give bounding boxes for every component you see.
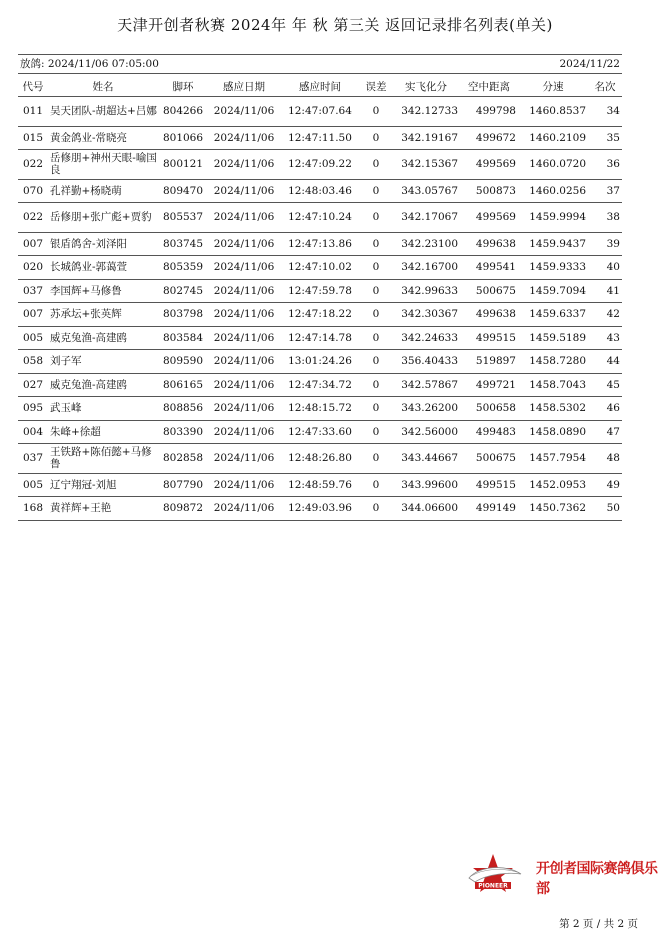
cell-time: 12:47:07.64: [280, 97, 360, 127]
cell-time: 12:49:03.96: [280, 497, 360, 521]
col-header-ring: 脚环: [158, 76, 208, 97]
cell-name: 岳修朋+张广彪+贾豹: [48, 203, 158, 233]
cell-flight: 342.23100: [392, 232, 460, 256]
table-row: [18, 303, 622, 327]
cell-code: 005: [18, 326, 48, 350]
cell-ring: 805359: [158, 256, 208, 280]
cell-code: 168: [18, 497, 48, 521]
cell-dist: 499569: [460, 203, 518, 233]
cell-code: 027: [18, 373, 48, 397]
cell-name: 王铁路+陈佰懿+马修鲁: [48, 444, 158, 474]
table-row: [18, 497, 622, 521]
cell-rank: 43: [588, 326, 622, 350]
cell-code: 015: [18, 126, 48, 150]
cell-date: 2024/11/06: [208, 279, 280, 303]
cell-name: 威克兔渔-高建鸥: [48, 373, 158, 397]
cell-name: 孔祥勤+杨晓萌: [48, 179, 158, 203]
cell-rank: 47: [588, 420, 622, 444]
cell-rank: 50: [588, 497, 622, 521]
cell-time: 12:47:11.50: [280, 126, 360, 150]
table-row: [18, 97, 622, 127]
cell-time: 12:47:34.72: [280, 373, 360, 397]
cell-ring: 801066: [158, 126, 208, 150]
cell-date: 2024/11/06: [208, 150, 280, 180]
cell-flight: 356.40433: [392, 350, 460, 374]
cell-dist: 499569: [460, 150, 518, 180]
cell-time: 12:47:10.24: [280, 203, 360, 233]
cell-dist: 499672: [460, 126, 518, 150]
cell-ring: 805537: [158, 203, 208, 233]
cell-speed: 1457.7954: [518, 444, 588, 474]
cell-err: 0: [360, 397, 392, 421]
cell-time: 12:47:33.60: [280, 420, 360, 444]
cell-name: 苏承坛+张英辉: [48, 303, 158, 327]
cell-speed: 1450.7362: [518, 497, 588, 521]
cell-rank: 41: [588, 279, 622, 303]
cell-flight: 342.16700: [392, 256, 460, 280]
cell-ring: 807790: [158, 473, 208, 497]
cell-flight: 343.99600: [392, 473, 460, 497]
cell-ring: 809470: [158, 179, 208, 203]
cell-ring: 803584: [158, 326, 208, 350]
cell-flight: 343.44667: [392, 444, 460, 474]
cell-dist: 499638: [460, 303, 518, 327]
cell-flight: 342.24633: [392, 326, 460, 350]
cell-dist: 499483: [460, 420, 518, 444]
cell-rank: 44: [588, 350, 622, 374]
cell-time: 12:47:59.78: [280, 279, 360, 303]
cell-flight: 342.12733: [392, 97, 460, 127]
cell-code: 058: [18, 350, 48, 374]
cell-speed: 1458.7043: [518, 373, 588, 397]
cell-speed: 1459.7094: [518, 279, 588, 303]
cell-date: 2024/11/06: [208, 97, 280, 127]
cell-dist: 499515: [460, 473, 518, 497]
cell-speed: 1460.0720: [518, 150, 588, 180]
cell-dist: 499541: [460, 256, 518, 280]
cell-err: 0: [360, 256, 392, 280]
cell-time: 12:47:13.86: [280, 232, 360, 256]
cell-date: 2024/11/06: [208, 326, 280, 350]
cell-ring: 803390: [158, 420, 208, 444]
cell-err: 0: [360, 97, 392, 127]
cell-name: 李国辉+马修鲁: [48, 279, 158, 303]
cell-time: 12:47:14.78: [280, 326, 360, 350]
table-header-row: [18, 76, 622, 97]
table-row: [18, 397, 622, 421]
cell-err: 0: [360, 203, 392, 233]
cell-rank: 40: [588, 256, 622, 280]
table-row: [18, 256, 622, 280]
table-row: [18, 420, 622, 444]
cell-dist: 500675: [460, 279, 518, 303]
cell-rank: 37: [588, 179, 622, 203]
cell-name: 辽宁翔冠-刘旭: [48, 473, 158, 497]
cell-date: 2024/11/06: [208, 232, 280, 256]
cell-time: 12:47:09.22: [280, 150, 360, 180]
cell-flight: 342.99633: [392, 279, 460, 303]
table-row: [18, 150, 622, 180]
table-row: [18, 373, 622, 397]
cell-dist: 499149: [460, 497, 518, 521]
cell-err: 0: [360, 373, 392, 397]
cell-code: 095: [18, 397, 48, 421]
cell-ring: 806165: [158, 373, 208, 397]
cell-err: 0: [360, 350, 392, 374]
cell-ring: 803745: [158, 232, 208, 256]
cell-speed: 1460.0256: [518, 179, 588, 203]
cell-ring: 802745: [158, 279, 208, 303]
cell-flight: 343.05767: [392, 179, 460, 203]
cell-speed: 1460.2109: [518, 126, 588, 150]
cell-rank: 36: [588, 150, 622, 180]
cell-code: 070: [18, 179, 48, 203]
cell-date: 2024/11/06: [208, 303, 280, 327]
cell-code: 022: [18, 150, 48, 180]
cell-name: 岳修朋+神州天眼-喻国良: [48, 150, 158, 180]
cell-dist: 500873: [460, 179, 518, 203]
cell-flight: 342.17067: [392, 203, 460, 233]
cell-dist: 499515: [460, 326, 518, 350]
col-header-date: 感应日期: [208, 76, 280, 97]
cell-name: 黄祥辉+王艳: [48, 497, 158, 521]
cell-code: 004: [18, 420, 48, 444]
cell-dist: 500658: [460, 397, 518, 421]
cell-ring: 803798: [158, 303, 208, 327]
cell-code: 011: [18, 97, 48, 127]
col-header-distance: 空中距离: [460, 76, 518, 97]
cell-speed: 1459.9333: [518, 256, 588, 280]
print-date: 2024/11/22: [559, 58, 620, 70]
cell-date: 2024/11/06: [208, 473, 280, 497]
cell-time: 12:48:26.80: [280, 444, 360, 474]
cell-ring: 809590: [158, 350, 208, 374]
release-info: [20, 55, 159, 73]
cell-name: 威克兔渔-高建鸥: [48, 326, 158, 350]
table-row: [18, 444, 622, 474]
cell-code: 007: [18, 232, 48, 256]
cell-date: 2024/11/06: [208, 373, 280, 397]
cell-flight: 342.15367: [392, 150, 460, 180]
cell-err: 0: [360, 473, 392, 497]
cell-rank: 49: [588, 473, 622, 497]
col-header-code: 代号: [18, 76, 48, 97]
cell-time: 13:01:24.26: [280, 350, 360, 374]
page-title: 天津开创者秋赛 2024年 年 秋 第三关 返回记录排名列表(单关): [117, 16, 553, 34]
cell-ring: 802858: [158, 444, 208, 474]
cell-err: 0: [360, 126, 392, 150]
cell-time: 12:47:10.02: [280, 256, 360, 280]
cell-err: 0: [360, 444, 392, 474]
results-table: [18, 76, 622, 521]
cell-rank: 45: [588, 373, 622, 397]
cell-dist: 499638: [460, 232, 518, 256]
cell-name: 黄金鸽业-常晓亮: [48, 126, 158, 150]
cell-speed: 1459.9437: [518, 232, 588, 256]
cell-date: 2024/11/06: [208, 256, 280, 280]
cell-date: 2024/11/06: [208, 179, 280, 203]
table-row: [18, 232, 622, 256]
cell-code: 005: [18, 473, 48, 497]
cell-speed: 1459.5189: [518, 326, 588, 350]
col-header-time: 感应时间: [280, 76, 360, 97]
cell-date: 2024/11/06: [208, 420, 280, 444]
cell-speed: 1459.6337: [518, 303, 588, 327]
cell-err: 0: [360, 420, 392, 444]
cell-ring: 808856: [158, 397, 208, 421]
cell-code: 037: [18, 279, 48, 303]
cell-time: 12:48:15.72: [280, 397, 360, 421]
cell-flight: 342.30367: [392, 303, 460, 327]
cell-speed: 1460.8537: [518, 97, 588, 127]
cell-rank: 42: [588, 303, 622, 327]
logo-text: 开创者国际赛鸽俱乐部: [536, 861, 658, 897]
cell-rank: 34: [588, 97, 622, 127]
cell-name: 武玉峰: [48, 397, 158, 421]
cell-ring: 800121: [158, 150, 208, 180]
cell-name: 吴天团队-胡超达+吕娜: [48, 97, 158, 127]
table-row: [18, 279, 622, 303]
col-header-rank: 名次: [588, 76, 622, 97]
cell-time: 12:48:59.76: [280, 473, 360, 497]
cell-dist: 500675: [460, 444, 518, 474]
cell-speed: 1459.9994: [518, 203, 588, 233]
cell-rank: 39: [588, 232, 622, 256]
col-header-error: 误差: [360, 76, 392, 97]
table-row: [18, 473, 622, 497]
table-row: [18, 126, 622, 150]
release-label: 放鸽:: [20, 58, 45, 70]
cell-rank: 48: [588, 444, 622, 474]
cell-err: 0: [360, 232, 392, 256]
cell-date: 2024/11/06: [208, 203, 280, 233]
cell-err: 0: [360, 150, 392, 180]
cell-err: 0: [360, 303, 392, 327]
cell-speed: 1452.0953: [518, 473, 588, 497]
cell-code: 007: [18, 303, 48, 327]
col-header-flight: 实飞化分: [392, 76, 460, 97]
cell-flight: 342.57867: [392, 373, 460, 397]
table-row: [18, 179, 622, 203]
cell-name: 朱峰+徐超: [48, 420, 158, 444]
cell-time: 12:47:18.22: [280, 303, 360, 327]
table-row: [18, 326, 622, 350]
table-row: [18, 203, 622, 233]
cell-flight: 342.56000: [392, 420, 460, 444]
cell-date: 2024/11/06: [208, 397, 280, 421]
page-footer: 第 2 页 / 共 2 页: [559, 918, 638, 930]
logo-badge-text: PIONEER: [478, 882, 508, 890]
cell-dist: 499721: [460, 373, 518, 397]
cell-ring: 804266: [158, 97, 208, 127]
pioneer-badge-icon: [469, 854, 521, 892]
cell-date: 2024/11/06: [208, 444, 280, 474]
cell-rank: 38: [588, 203, 622, 233]
cell-flight: 344.06600: [392, 497, 460, 521]
cell-name: 刘子军: [48, 350, 158, 374]
cell-ring: 809872: [158, 497, 208, 521]
cell-dist: 499798: [460, 97, 518, 127]
release-info-bar: [18, 54, 622, 74]
release-time: 2024/11/06 07:05:00: [47, 58, 159, 70]
cell-err: 0: [360, 279, 392, 303]
cell-code: 020: [18, 256, 48, 280]
cell-name: 长城鸽业-郭蔼萱: [48, 256, 158, 280]
cell-date: 2024/11/06: [208, 126, 280, 150]
cell-date: 2024/11/06: [208, 497, 280, 521]
cell-speed: 1458.0890: [518, 420, 588, 444]
cell-rank: 35: [588, 126, 622, 150]
cell-code: 037: [18, 444, 48, 474]
cell-code: 022: [18, 203, 48, 233]
cell-date: 2024/11/06: [208, 350, 280, 374]
cell-flight: 343.26200: [392, 397, 460, 421]
cell-err: 0: [360, 497, 392, 521]
cell-rank: 46: [588, 397, 622, 421]
cell-flight: 342.19167: [392, 126, 460, 150]
col-header-name: 姓名: [48, 76, 158, 97]
col-header-speed: 分速: [518, 76, 588, 97]
cell-speed: 1458.7280: [518, 350, 588, 374]
table-row: [18, 350, 622, 374]
cell-name: 银盾鸽舍-刘泽阳: [48, 232, 158, 256]
cell-time: 12:48:03.46: [280, 179, 360, 203]
cell-err: 0: [360, 179, 392, 203]
cell-dist: 519897: [460, 350, 518, 374]
cell-err: 0: [360, 326, 392, 350]
cell-speed: 1458.5302: [518, 397, 588, 421]
